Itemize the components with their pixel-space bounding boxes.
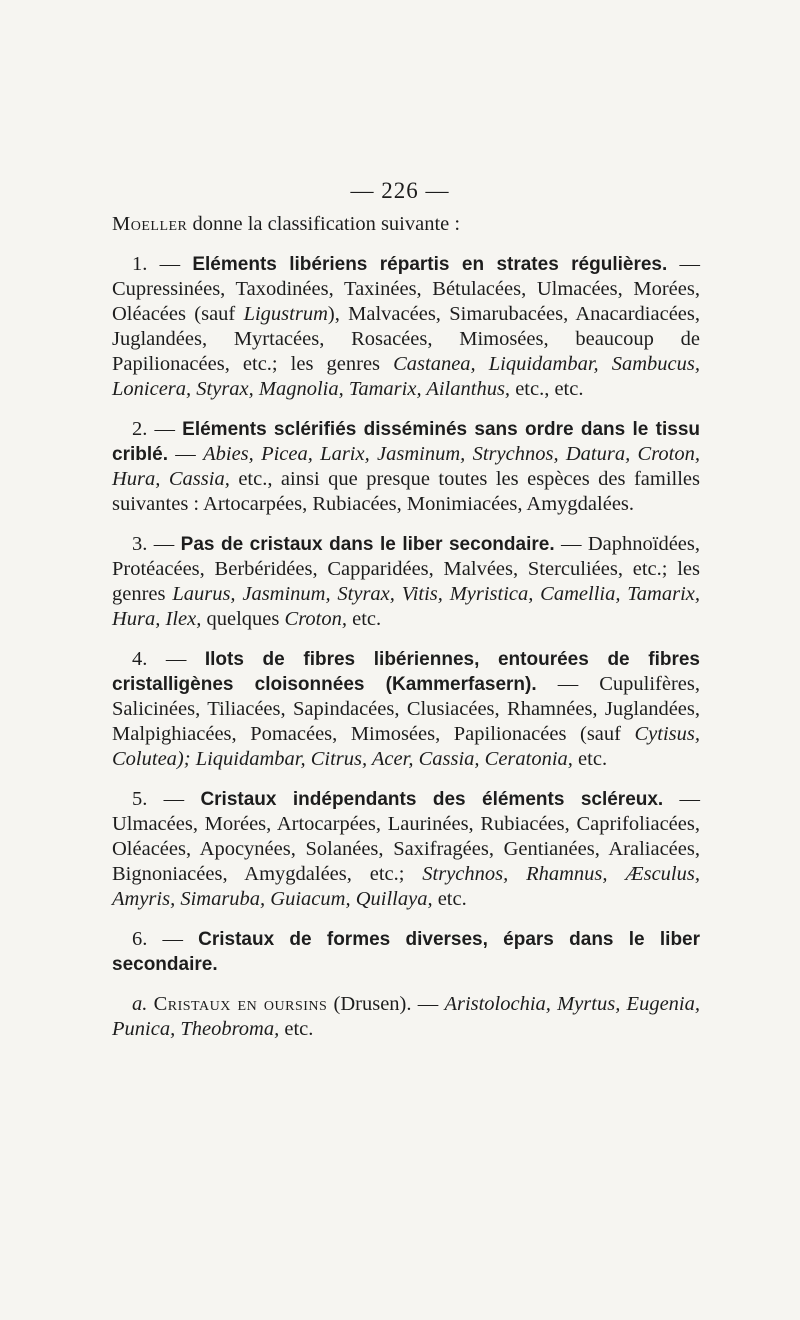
sub-item-text: (Drusen). — <box>327 993 445 1015</box>
item-text: — Cupressinées, Taxodinées, Taxinées, Bétulacées, Ulmacées, Morées, Oléacées (sauf <box>112 253 701 325</box>
genus-names: Croton, <box>284 608 347 630</box>
genus-names: Strychnos, Rhamnus, Æsculus, Amyris, Simaruba, Guiacum, Quillaya, <box>112 863 700 910</box>
item-text: — <box>167 443 204 465</box>
author-name: Moeller <box>112 213 188 235</box>
item-text: — Ulmacées, Morées, Artocarpées, Laurinées, Rubiacées, Caprifoliacées, Oléacées, Apocynées, Solanées, Saxifragées, Gentianées, Araliacées, Bignoniacées, Amygdalées, etc.; <box>112 788 700 885</box>
classification-item <box>112 927 700 977</box>
genus-names: Abies, Picea, Larix, Jasminum, Strychnos, Datura, Croton, Hura, Cassia, <box>112 443 701 490</box>
intro-text: donne la classification suivante : <box>187 213 461 235</box>
item-text: etc. <box>346 608 382 630</box>
classification-list <box>112 252 700 977</box>
item-text: etc., ainsi que presque toutes les espèces des familles suivantes : Artocarpées, Rubiacées, Monimiacées, Amygdalées. <box>112 468 701 515</box>
sub-item-smallcaps: Cristaux en oursins <box>153 993 328 1015</box>
item-heading: Pas de cristaux dans le liber secondaire. <box>180 534 555 555</box>
item-number: 3. — <box>132 533 181 555</box>
sub-item-genera: Aristolochia, Myrtus, Eugenia, Punica, Theobroma, <box>112 993 700 1040</box>
page-number: — 226 — <box>350 178 450 203</box>
genus-names: Ligustrum <box>243 303 328 325</box>
item-heading: Cristaux de formes diverses, épars dans le liber secondaire. <box>112 929 701 975</box>
item-number: 2. — <box>132 418 183 440</box>
text-block <box>112 212 700 1042</box>
genus-names: Castanea, Liquidambar, Sambucus, Lonicera, Styrax, Magnolia, Tamarix, Ailanthus, <box>112 353 700 400</box>
genus-names: Cytisus, Colutea); Liquidambar, Citrus, Acer, Cassia, Ceratonia, <box>112 723 700 770</box>
intro-paragraph <box>112 212 700 237</box>
item-number: 6. — <box>132 928 199 950</box>
classification-item <box>112 417 700 517</box>
item-heading: Cristaux indépendants des éléments scléreux. <box>200 789 664 810</box>
classification-item <box>112 532 700 632</box>
item-text: etc., etc. <box>510 378 584 400</box>
classification-item <box>112 252 700 402</box>
item-text: — Daphnoïdées, Protéacées, Berbéridées, Capparidées, Malvées, Sterculiées, etc.; les genres <box>112 533 701 605</box>
item-text: etc. <box>572 748 608 770</box>
item-number: 1. — <box>132 253 193 275</box>
classification-item <box>112 647 700 772</box>
classification-item <box>112 787 700 912</box>
sub-item-tail: etc. <box>279 1018 314 1040</box>
item-text: ), Malvacées, Simarubacées, Anacardiacées, Juglandées, Myrtacées, Rosacées, Mimosées, beaucoup de Papilionacées, etc.; les genres <box>112 303 700 375</box>
item-heading: Eléments sclérifiés disséminés sans ordre dans le tissu criblé. <box>112 419 700 465</box>
item-text: — Cupulifères, Salicinées, Tiliacées, Sapindacées, Clusiacées, Rhamnées, Juglandées, Malpighiacées, Pomacées, Mimosées, Papilionacées (sauf <box>112 673 700 745</box>
item-text: quelques <box>201 608 285 630</box>
sub-item-a <box>112 992 700 1042</box>
genus-names: Laurus, Jasminum, Styrax, Vitis, Myristica, Camellia, Tamarix, Hura, Ilex, <box>112 583 700 630</box>
item-heading: Eléments libériens répartis en strates régulières. <box>192 254 668 275</box>
item-number: 4. — <box>132 648 205 670</box>
item-heading: Ilots de fibres libériennes, entourées de fibres cristalligènes cloisonnées (Kammerfasern). <box>112 649 700 695</box>
item-number: 5. — <box>132 788 201 810</box>
sub-item-letter: a. <box>132 993 148 1015</box>
item-text: etc. <box>432 888 467 910</box>
